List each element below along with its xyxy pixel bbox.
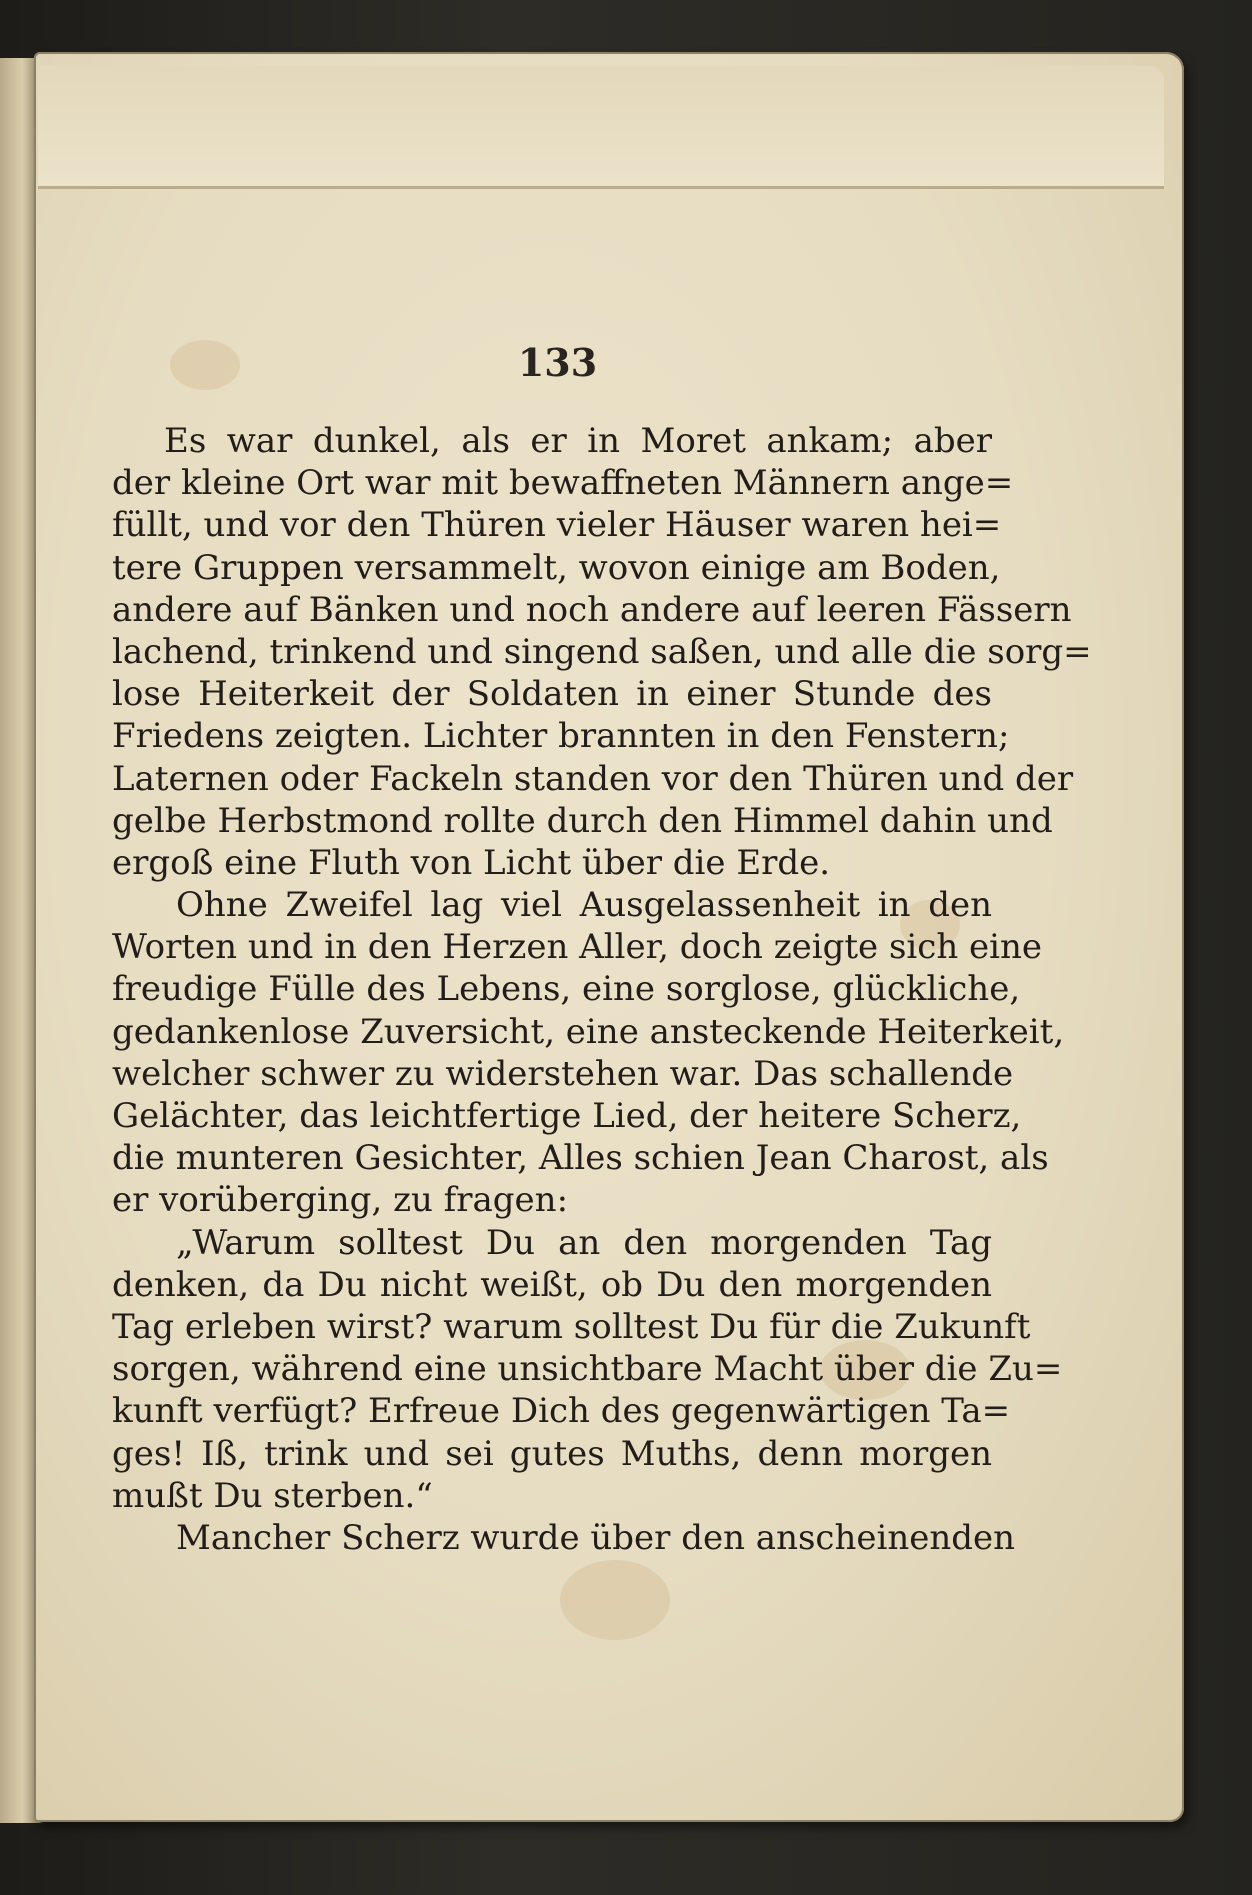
text-line: lose Heiterkeit der Soldaten in einer Stunde des [112, 674, 992, 715]
text-line: welcher schwer zu widerstehen war. Das schallende [112, 1053, 1014, 1094]
text-line: füllt, und vor den Thüren vieler Häuser waren hei= [112, 505, 1002, 546]
text-line: Friedens zeigten. Lichter brannten in den Fenstern; [112, 716, 1010, 757]
text-line: ges! Iß, trink und sei gutes Muths, denn morgen [112, 1433, 992, 1474]
text-line: Laternen oder Fackeln standen vor den Thüren und der [112, 758, 1074, 799]
page-number: 133 [517, 340, 598, 385]
text-line: lachend, trinkend und singend saßen, und alle die sorg= [112, 631, 1092, 672]
paper-stain [560, 1560, 670, 1640]
text-line: tere Gruppen versammelt, wovon einige am Boden, [112, 547, 1001, 588]
text-line: freudige Fülle des Lebens, eine sorglose, glückliche, [112, 969, 1021, 1010]
text-line: Gelächter, das leichtfertige Lied, der heitere Scherz, [112, 1096, 1022, 1136]
text-line: sorgen, während eine unsichtbare Macht über die Zu= [112, 1349, 1063, 1390]
text-line: der kleine Ort war mit bewaffneten Männern ange= [112, 463, 1014, 504]
body-text [112, 420, 1092, 1559]
text-line: Ohne Zweifel lag viel Ausgelassenheit in den [176, 885, 992, 926]
text-line: die munteren Gesichter, Alles schien Jean Charost, als [112, 1138, 1049, 1179]
text-line: Tag erleben wirst? warum solltest Du für die Zukunft [112, 1306, 1031, 1347]
text-line: mußt Du sterben.“ [112, 1475, 433, 1516]
top-fold [38, 66, 1164, 189]
text-line: Es war dunkel, als er in Moret ankam; aber [164, 421, 992, 461]
text-line: denken, da Du nicht weißt, ob Du den morgenden [112, 1264, 992, 1305]
text-line: er vorüberging, zu fragen: [112, 1180, 569, 1221]
text-line: Worten und in den Herzen Aller, doch zeigte sich eine [112, 927, 1043, 968]
text-line: kunft verfügt? Erfreue Dich des gegenwärtigen Ta= [112, 1391, 1011, 1432]
text-line: gedankenlose Zuversicht, eine ansteckende Heiterkeit, [112, 1011, 1065, 1052]
text-line: „Warum solltest Du an den morgenden Tag [176, 1222, 992, 1263]
text-line: andere auf Bänken und noch andere auf leeren Fässern [112, 589, 1072, 630]
text-line: ergoß eine Fluth von Licht über die Erde. [112, 842, 831, 883]
text-line: Mancher Scherz wurde über den anscheinenden [176, 1517, 1016, 1558]
text-line: gelbe Herbstmond rollte durch den Himmel dahin und [112, 800, 1053, 841]
